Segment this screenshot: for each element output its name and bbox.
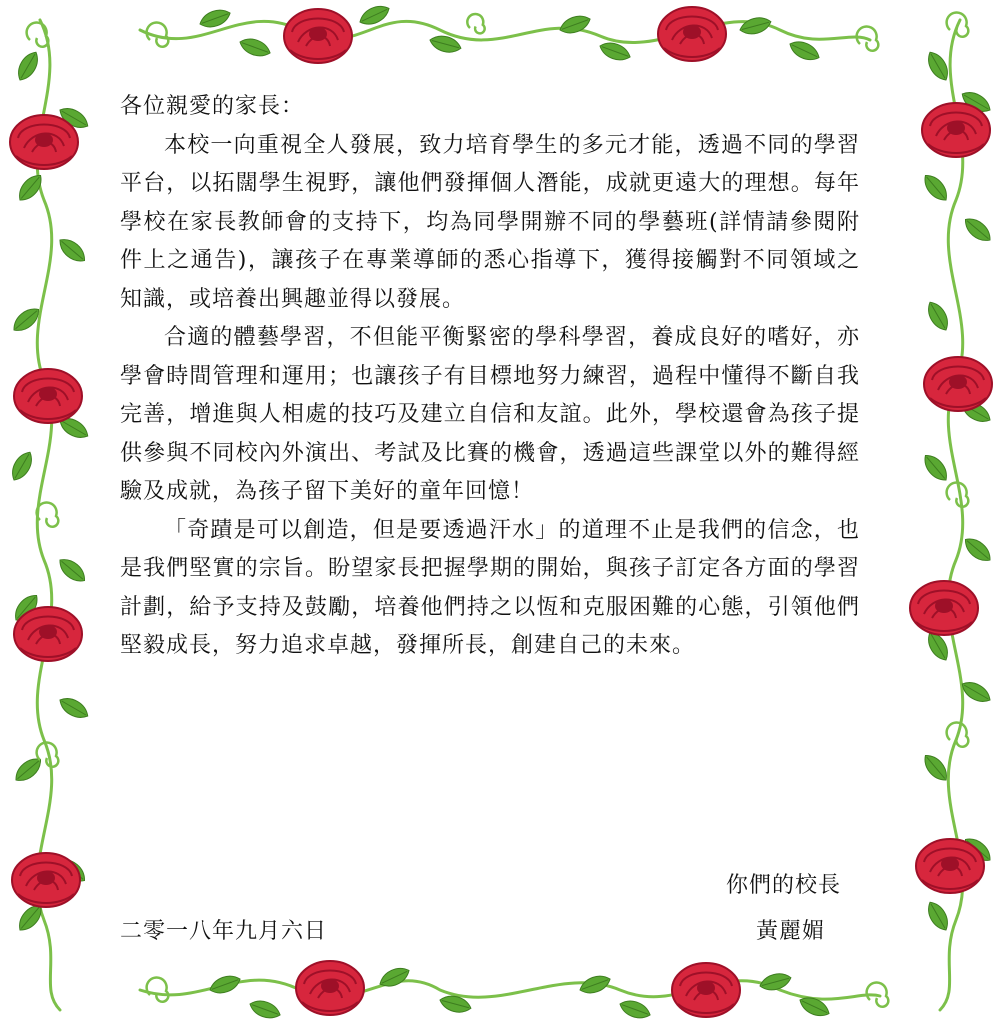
leaf-icon bbox=[924, 899, 953, 934]
paragraph-1: 本校一向重視全人發展，致力培育學生的多元才能，透過不同的學習平台，以拓闊學生視野，讓他們發揮個人潛能，成就更遠大的理想。每年學校在家長教師會的支持下，均為同學開辦不同的學藝班(詳情請參閱附件上之通告)，讓孩子在專業導師的悉心指導下，獲得接觸對不同領域之知識，或培養出興趣並得以發展。 bbox=[120, 132, 860, 312]
rose-icon bbox=[658, 7, 726, 61]
paragraph-2: 合適的體藝學習，不但能平衡緊密的學科學習，養成良好的嗜好，亦學會時間管理和運用；也讓孩子有目標地努力練習，過程中懂得不斷自我完善，增進與人相處的技巧及建立自信和友誼。此外，學校還會為孩子提供參與不同校內外演出、考試及比賽的機會，透過這些課堂以外的難得經驗及成就，為孩子留下美好的童年回憶！ bbox=[120, 325, 860, 504]
rose-icon bbox=[922, 103, 990, 157]
leaf-icon bbox=[247, 997, 282, 1022]
letter-date: 二零一八年九月六日 bbox=[120, 919, 328, 944]
leaf-icon bbox=[14, 49, 43, 84]
leaf-icon bbox=[738, 14, 773, 37]
rose-icon bbox=[12, 853, 80, 907]
rose-icon bbox=[14, 369, 82, 423]
leaf-icon bbox=[237, 35, 272, 60]
signature-title: 你們的校長 bbox=[726, 873, 842, 898]
leaf-icon bbox=[961, 534, 995, 566]
rose-icon bbox=[284, 9, 352, 63]
leaf-icon bbox=[924, 49, 953, 84]
tendril-curl bbox=[147, 978, 169, 1002]
tendril-curl bbox=[37, 503, 59, 527]
leaf-icon bbox=[920, 171, 952, 205]
leaf-icon bbox=[55, 234, 89, 266]
letter-body bbox=[120, 88, 860, 666]
leaf-icon bbox=[920, 451, 952, 485]
rose-icon bbox=[672, 963, 740, 1017]
leaf-icon bbox=[55, 554, 89, 586]
rose-icon bbox=[10, 115, 78, 169]
leaf-icon bbox=[924, 299, 953, 334]
rose-icon bbox=[910, 581, 978, 635]
tendril-curl bbox=[467, 14, 484, 33]
salutation: 各位親愛的家長： bbox=[120, 94, 305, 119]
paragraph-3: 「奇蹟是可以創造，但是要透過汗水」的道理不止是我們的信念，也是我們堅實的宗旨。盼望家長把握學期的開始，與孩子訂定各方面的學習計劃，給予支持及鼓勵，培養他們持之以恆和克服困難的心態，引領他們堅毅成長，努力追求卓越，發揮所長，創建自己的未來。 bbox=[120, 517, 860, 658]
leaf-icon bbox=[617, 997, 652, 1022]
rose-icon bbox=[916, 839, 984, 893]
leaf-icon bbox=[56, 694, 91, 723]
leaf-icon bbox=[557, 12, 592, 37]
leaf-icon bbox=[207, 972, 242, 997]
signature-name: 黃麗媚 bbox=[756, 919, 826, 944]
leaf-icon bbox=[787, 37, 822, 64]
leaf-icon bbox=[758, 970, 793, 993]
leaf-icon bbox=[8, 449, 37, 484]
leaf-icon bbox=[577, 972, 612, 997]
rose-icon bbox=[296, 961, 364, 1015]
leaf-icon bbox=[961, 214, 995, 246]
rose-icon bbox=[924, 357, 992, 411]
rose-icon bbox=[14, 607, 82, 661]
